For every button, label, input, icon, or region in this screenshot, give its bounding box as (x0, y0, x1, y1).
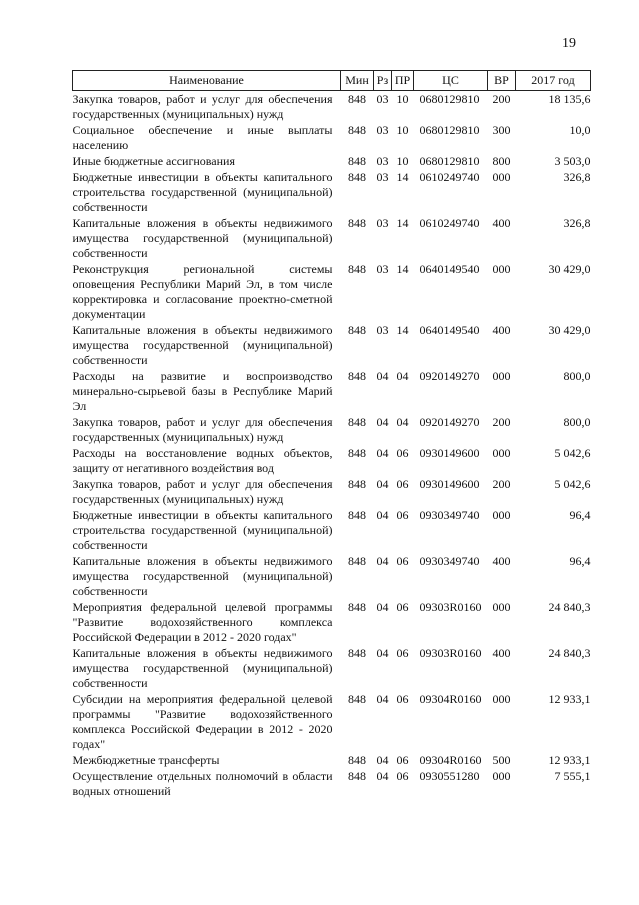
row-vr: 300 (492, 123, 511, 137)
row-vr: 400 (492, 554, 511, 568)
row-rz: 03 (376, 170, 389, 184)
row-rz: 04 (376, 646, 389, 660)
row-cs: 0930149600 (419, 446, 480, 460)
row-min: 848 (348, 477, 366, 491)
row-min: 848 (348, 369, 366, 383)
header-name: Наименование (73, 71, 341, 91)
row-min: 848 (348, 769, 366, 783)
row-cs: 0920149270 (419, 415, 480, 429)
row-cs: 0680129810 (419, 92, 480, 106)
table-row (73, 645, 591, 691)
row-rz: 04 (376, 769, 389, 783)
row-vr: 400 (492, 646, 511, 660)
row-cs: 0640149540 (419, 323, 480, 337)
row-amount: 5 042,6 (554, 477, 591, 491)
table-row (73, 768, 591, 799)
row-pr: 14 (396, 170, 409, 184)
budget-table (72, 70, 591, 799)
row-rz: 03 (376, 323, 389, 337)
row-pr: 06 (396, 769, 409, 783)
row-amount: 30 429,0 (548, 262, 591, 276)
row-vr: 200 (492, 477, 511, 491)
row-vr: 200 (492, 92, 511, 106)
row-min: 848 (348, 692, 366, 706)
row-vr: 500 (492, 753, 511, 767)
row-cs: 0640149540 (419, 262, 480, 276)
row-pr: 06 (396, 753, 409, 767)
table-row (73, 414, 591, 445)
row-rz: 04 (376, 692, 389, 706)
row-rz: 04 (376, 554, 389, 568)
row-amount: 326,8 (563, 216, 591, 230)
row-pr: 10 (396, 154, 409, 168)
row-rz: 03 (376, 154, 389, 168)
row-name: Расходы на развитие и воспроизводство минерально-сырьевой базы в Республике Марий Эл (72, 369, 333, 413)
row-cs: 0680129810 (419, 123, 480, 137)
row-vr: 000 (492, 508, 511, 522)
table-row (73, 752, 591, 768)
row-amount: 12 933,1 (548, 692, 591, 706)
row-vr: 000 (492, 769, 511, 783)
row-name: Капитальные вложения в объекты недвижимого имущества государственной (муниципальной) собственности (72, 554, 333, 598)
row-amount: 326,8 (563, 170, 591, 184)
table-row (73, 169, 591, 215)
row-cs: 0680129810 (419, 154, 480, 168)
row-name: Расходы на восстановление водных объектов, защиту от негативного воздействия вод (72, 446, 333, 475)
row-pr: 14 (396, 216, 409, 230)
row-name: Субсидии на мероприятия федеральной целевой программы "Развитие водохозяйственного комплекса Российской Федерации в 2012 - 2020 годах" (72, 692, 333, 751)
row-vr: 000 (492, 170, 511, 184)
row-amount: 96,4 (569, 554, 591, 568)
row-cs: 0930349740 (419, 508, 480, 522)
row-amount: 30 429,0 (548, 323, 591, 337)
row-pr: 06 (396, 554, 409, 568)
header-min: Мин (341, 71, 374, 91)
table-row (73, 476, 591, 507)
row-vr: 000 (492, 600, 511, 614)
row-rz: 03 (376, 262, 389, 276)
table-row (73, 445, 591, 476)
row-cs: 0930349740 (419, 554, 480, 568)
row-cs: 0610249740 (419, 170, 480, 184)
row-pr: 04 (396, 415, 409, 429)
row-vr: 200 (492, 415, 511, 429)
row-amount: 3 503,0 (554, 154, 591, 168)
row-name: Бюджетные инвестиции в объекты капитального строительства государственной (муниципальной) собственности (72, 508, 333, 552)
row-vr: 400 (492, 323, 511, 337)
row-rz: 04 (376, 753, 389, 767)
row-name: Осуществление отдельных полномочий в области водных отношений (72, 769, 333, 798)
row-name: Реконструкция региональной системы оповещения Республики Марий Эл, в том числе корректировка и согласование проектно-сметной документации (72, 262, 333, 321)
row-min: 848 (348, 508, 366, 522)
row-amount: 7 555,1 (554, 769, 591, 783)
row-pr: 14 (396, 262, 409, 276)
row-name: Мероприятия федеральной целевой программы "Развитие водохозяйственного комплекса Российской Федерации в 2012 - 2020 годах" (72, 600, 333, 644)
table-row (73, 122, 591, 153)
table-row (73, 599, 591, 645)
row-amount: 10,0 (569, 123, 591, 137)
row-pr: 06 (396, 508, 409, 522)
row-vr: 800 (492, 154, 511, 168)
table-row (73, 215, 591, 261)
row-rz: 04 (376, 508, 389, 522)
row-rz: 04 (376, 446, 389, 460)
page-number: 19 (562, 36, 576, 51)
row-min: 848 (348, 216, 366, 230)
row-rz: 03 (376, 123, 389, 137)
row-cs: 0920149270 (419, 369, 480, 383)
row-name: Бюджетные инвестиции в объекты капитального строительства государственной (муниципальной) собственности (72, 170, 333, 214)
row-pr: 10 (396, 92, 409, 106)
row-pr: 06 (396, 646, 409, 660)
row-cs: 09303R0160 (419, 600, 482, 614)
row-pr: 14 (396, 323, 409, 337)
row-amount: 12 933,1 (548, 753, 591, 767)
table-row (73, 153, 591, 169)
row-cs: 0610249740 (419, 216, 480, 230)
row-min: 848 (348, 92, 366, 106)
row-pr: 06 (396, 600, 409, 614)
row-min: 848 (348, 170, 366, 184)
header-vr: ВР (488, 71, 516, 91)
header-rz: Рз (374, 71, 392, 91)
row-pr: 06 (396, 692, 409, 706)
table-row (73, 261, 591, 322)
table-header-row (73, 71, 591, 91)
row-cs: 09304R0160 (419, 692, 482, 706)
row-min: 848 (348, 446, 366, 460)
row-min: 848 (348, 646, 366, 660)
row-cs: 09304R0160 (419, 753, 482, 767)
row-vr: 000 (492, 446, 511, 460)
table-row (73, 553, 591, 599)
row-amount: 800,0 (563, 415, 591, 429)
row-min: 848 (348, 323, 366, 337)
table-row (73, 91, 591, 123)
row-amount: 5 042,6 (554, 446, 591, 460)
row-amount: 96,4 (569, 508, 591, 522)
header-cs: ЦС (414, 71, 488, 91)
header-pr: ПР (392, 71, 414, 91)
row-vr: 000 (492, 692, 511, 706)
row-name: Капитальные вложения в объекты недвижимого имущества государственной (муниципальной) собственности (72, 216, 333, 260)
row-amount: 24 840,3 (548, 600, 591, 614)
row-min: 848 (348, 554, 366, 568)
row-name: Иные бюджетные ассигнования (72, 154, 235, 168)
row-name: Закупка товаров, работ и услуг для обеспечения государственных (муниципальных) нужд (72, 415, 333, 444)
row-rz: 03 (376, 92, 389, 106)
row-name: Закупка товаров, работ и услуг для обеспечения государственных (муниципальных) нужд (72, 92, 333, 121)
row-min: 848 (348, 600, 366, 614)
row-vr: 400 (492, 216, 511, 230)
row-vr: 000 (492, 369, 511, 383)
row-rz: 04 (376, 415, 389, 429)
row-pr: 06 (396, 477, 409, 491)
row-pr: 04 (396, 369, 409, 383)
row-name: Социальное обеспечение и иные выплаты населению (72, 123, 333, 152)
row-amount: 24 840,3 (548, 646, 591, 660)
row-min: 848 (348, 262, 366, 276)
row-rz: 03 (376, 216, 389, 230)
row-name: Закупка товаров, работ и услуг для обеспечения государственных (муниципальных) нужд (72, 477, 333, 506)
row-cs: 0930551280 (419, 769, 480, 783)
row-rz: 04 (376, 369, 389, 383)
row-min: 848 (348, 154, 366, 168)
row-pr: 10 (396, 123, 409, 137)
row-min: 848 (348, 753, 366, 767)
row-min: 848 (348, 415, 366, 429)
table-row (73, 322, 591, 368)
row-name: Капитальные вложения в объекты недвижимого имущества государственной (муниципальной) собственности (72, 646, 333, 690)
row-vr: 000 (492, 262, 511, 276)
row-cs: 0930149600 (419, 477, 480, 491)
table-row (73, 368, 591, 414)
row-amount: 800,0 (563, 369, 591, 383)
table-row (73, 691, 591, 752)
row-rz: 04 (376, 600, 389, 614)
row-amount: 18 135,6 (548, 92, 591, 106)
row-pr: 06 (396, 446, 409, 460)
row-cs: 09303R0160 (419, 646, 482, 660)
row-name: Межбюджетные трансферты (72, 753, 220, 767)
row-min: 848 (348, 123, 366, 137)
header-year: 2017 год (516, 71, 591, 91)
table-row (73, 507, 591, 553)
row-name: Капитальные вложения в объекты недвижимого имущества государственной (муниципальной) собственности (72, 323, 333, 367)
row-rz: 04 (376, 477, 389, 491)
